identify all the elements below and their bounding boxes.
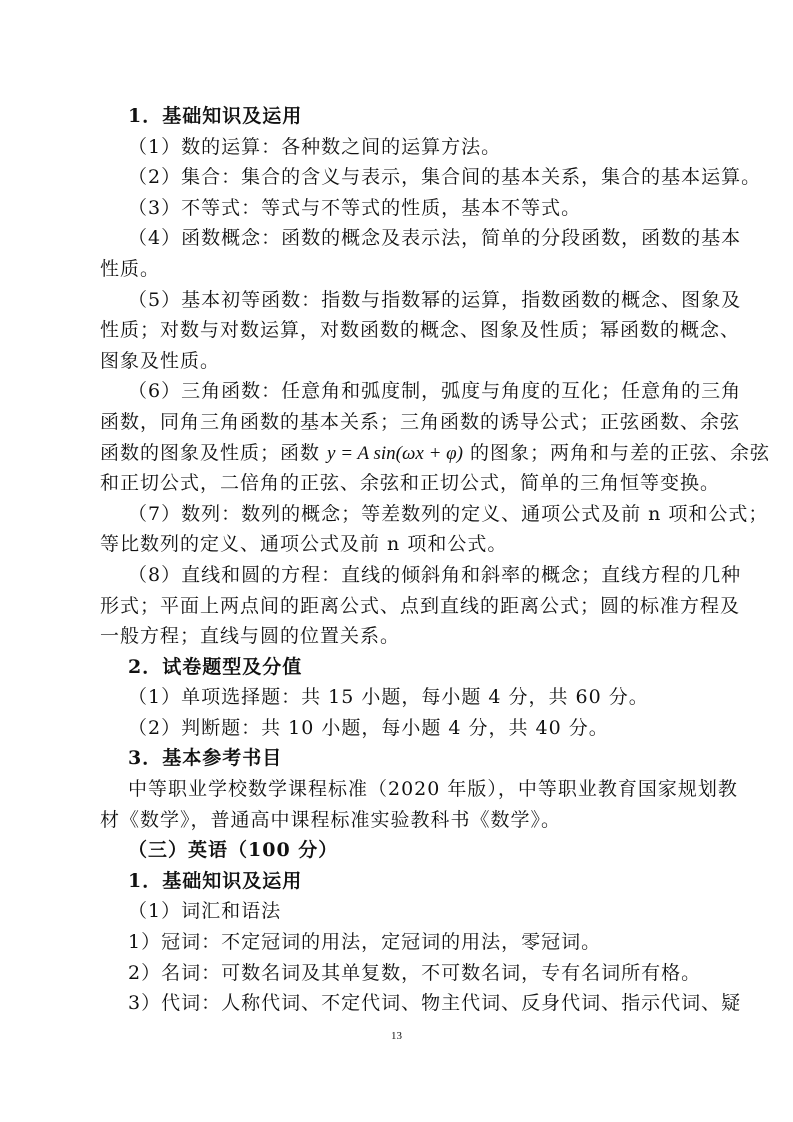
- paragraph: [100, 927, 697, 958]
- paragraph: [100, 682, 697, 713]
- paragraph-line: 中等职业学校数学课程标准（2020 年版），中等职业教育国家规划教: [128, 778, 738, 801]
- paragraph-line: 3）代词：人称代词、不定代词、物主代词、反身代词、指示代词、疑: [128, 992, 742, 1015]
- paragraph: [100, 223, 742, 284]
- paragraph-line: （3）不等式：等式与不等式的性质，基本不等式。: [128, 196, 582, 219]
- paragraph-line: （8）直线和圆的方程：直线的倾斜角和斜率的概念；直线方程的几种: [128, 563, 742, 586]
- paragraph-line: 性质；对数与对数运算，对数函数的概念、图象及性质；幂函数的概念、: [100, 319, 741, 342]
- section-heading: [100, 652, 697, 683]
- math-formula: y = A sin(ωx + φ): [327, 442, 463, 464]
- paragraph-line: 形式；平面上两点间的距离公式、点到直线的距离公式；圆的标准方程及: [100, 594, 741, 617]
- section-heading: [100, 835, 697, 866]
- section-heading: [100, 743, 697, 774]
- paragraph: [100, 988, 742, 1019]
- paragraph: [100, 162, 762, 193]
- paragraph-line: 等比数列的定义、通项公式及前 n 项和公式。: [100, 533, 508, 556]
- paragraph-line: 2）名词：可数名词及其单复数，不可数名词，专有名词所有格。: [128, 961, 702, 984]
- paragraph-line: 1）冠词：不定冠词的用法，定冠词的用法，零冠词。: [128, 931, 602, 954]
- paragraph: [100, 285, 742, 377]
- paragraph-line: 函数，同角三角函数的基本关系；三角函数的诱导公式；正弦函数、余弦: [100, 410, 741, 433]
- paragraph: [100, 376, 771, 498]
- text-segment: 函数的图象及性质；函数: [100, 441, 328, 464]
- paragraph-line: 材《数学》，普通高中课程标准实验教科书《数学》。: [100, 808, 562, 831]
- paragraph: [100, 896, 697, 927]
- page-number: 13: [391, 1030, 402, 1042]
- paragraph: [100, 193, 697, 224]
- paragraph-line: （2）集合：集合的含义与表示，集合间的基本关系，集合的基本运算。: [128, 166, 762, 189]
- heading-text: 1．基础知识及运用: [128, 105, 303, 127]
- paragraph: [100, 499, 769, 560]
- heading-text: 2．试卷题型及分值: [128, 655, 303, 678]
- paragraph-line: （1）数的运算：各种数之间的运算方法。: [128, 135, 502, 158]
- paragraph-line: （1）词汇和语法: [128, 900, 282, 923]
- paragraph-line: （2）判断题：共 10 小题，每小题 4 分，共 40 分。: [128, 716, 609, 739]
- heading-text: 3．基本参考书目: [128, 747, 283, 770]
- heading-text: （三）英语（100 分）: [128, 839, 339, 862]
- paragraph: [100, 958, 702, 989]
- paragraph-line: 和正切公式，二倍角的正弦、余弦和正切公式，简单的三角恒等变换。: [100, 472, 721, 495]
- section-heading: [100, 866, 697, 897]
- paragraph-line: （5）基本初等函数：指数与指数幂的运算，指数函数的概念、图象及: [128, 288, 742, 311]
- heading-text: 1．基础知识及运用: [128, 869, 303, 892]
- paragraph-line: [100, 438, 771, 469]
- paragraph: [100, 713, 697, 744]
- section-heading: [100, 101, 697, 132]
- paragraph-line: （4）函数概念：函数的概念及表示法，简单的分段函数，函数的基本: [128, 227, 742, 250]
- paragraph-line: （6）三角函数：任意角和弧度制，弧度与角度的互化；任意角的三角: [128, 380, 742, 403]
- paragraph-line: 图象及性质。: [100, 349, 221, 372]
- paragraph-line: 性质。: [100, 257, 161, 280]
- document-body: [100, 101, 771, 1019]
- paragraph: [100, 132, 697, 163]
- paragraph-line: （1）单项选择题：共 15 小题，每小题 4 分，共 60 分。: [128, 686, 649, 709]
- text-segment: 的图象；两角和与差的正弦、余弦: [462, 441, 771, 464]
- paragraph: [100, 774, 738, 835]
- paragraph-line: 一般方程；直线与圆的位置关系。: [100, 625, 401, 648]
- paragraph: [100, 560, 742, 652]
- paragraph-line: （7）数列：数列的概念；等差数列的定义、通项公式及前 n 项和公式；: [128, 502, 769, 525]
